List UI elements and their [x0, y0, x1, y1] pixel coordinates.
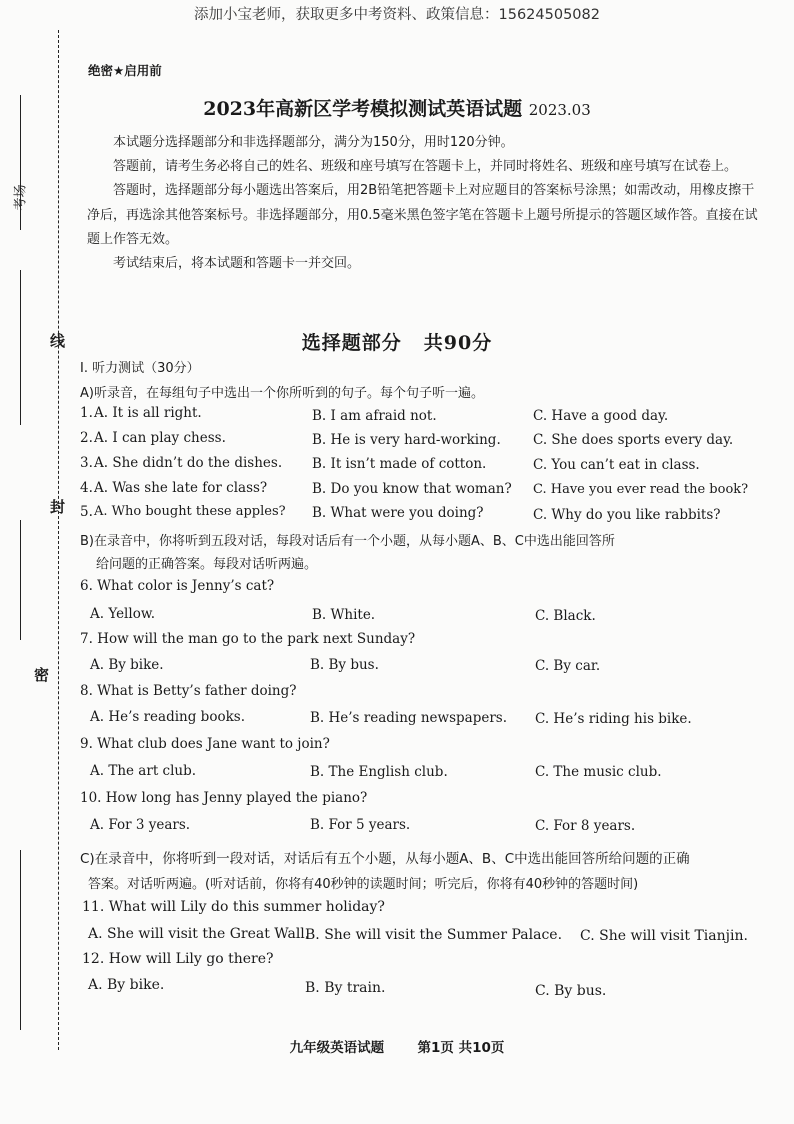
exam-title [0, 94, 794, 121]
question-text: 6. What color is Jenny’s cat? [80, 578, 275, 594]
margin-char-feng: 封 [50, 498, 66, 516]
option-a: A. By bike. [90, 657, 164, 673]
promo-header: 添加小宝老师，获取更多中考资料、政策信息：15624505082 [194, 7, 600, 23]
option-a: A. The art club. [90, 763, 197, 779]
section-score: 共90分 [423, 332, 493, 354]
option-b: B. The English club. [310, 764, 448, 780]
section-title [0, 328, 794, 355]
option-a: A. He’s reading books. [90, 709, 245, 725]
option-b: B. It isn’t made of cotton. [312, 456, 487, 472]
part-b-instructions-line1: B)在录音中，你将听到五段对话，每段对话后有一个小题，从每小题A、B、C中选出能回答所 [80, 534, 615, 549]
option-a: A. By bike. [88, 977, 165, 993]
instructions [87, 131, 759, 276]
option-a: A. Who bought these apples? [94, 504, 286, 519]
margin-label-kaochang: 考场 [13, 184, 29, 211]
part-c-instructions-line1: C)在录音中，你将听到一段对话，对话后有五个小题，从每小题A、B、C中选出能回答所给问题的正确 [80, 851, 690, 867]
option-c: C. By car. [535, 658, 601, 674]
option-c: C. Why do you like rabbits? [533, 507, 721, 523]
option-a: A. She didn’t do the dishes. [94, 455, 283, 471]
option-b: B. What were you doing? [312, 505, 484, 521]
option-c: C. Black. [535, 608, 596, 624]
option-a: A. Was she late for class? [94, 480, 268, 496]
option-a: A. For 3 years. [90, 817, 191, 833]
page-footer [0, 1036, 794, 1056]
instruction-paragraph: 考试结束后，将本试题和答题卡一并交回。 [113, 256, 361, 272]
option-b: B. I am afraid not. [312, 408, 437, 424]
exam-date: 2023.03 [528, 101, 591, 119]
option-b: B. By bus. [310, 657, 379, 673]
question-text: 8. What is Betty’s father doing? [80, 683, 297, 699]
instruction-paragraph: 本试题分选择题部分和非选择题部分，满分为150分，用时120分钟。 [113, 135, 514, 150]
option-a: A. I can play chess. [94, 430, 226, 446]
option-c: C. He’s riding his bike. [535, 711, 692, 727]
option-b: B. Do you know that woman? [312, 481, 512, 497]
option-c: C. By bus. [535, 983, 607, 999]
question-number: 5. [80, 504, 93, 520]
margin-char-xian: 线 [50, 332, 66, 350]
footer-page-number: 第1页 共10页 [417, 1040, 505, 1056]
option-a: A. She will visit the Great Wall. [88, 926, 310, 942]
question-text: 12. How will Lily go there? [82, 951, 274, 967]
question-text: 10. How long has Jenny played the piano? [80, 790, 368, 806]
question-number: 4. [80, 480, 93, 496]
instruction-paragraph: 答题前，请考生务必将自己的姓名、班级和座号填写在答题卡上，并同时将姓名、班级和座号填写在试卷上。 [113, 159, 738, 175]
option-c: C. She will visit Tianjin. [580, 928, 748, 944]
question-number: 1. [80, 405, 93, 421]
margin-char-mi: 密 [34, 666, 50, 684]
option-c: C. You can’t eat in class. [533, 457, 700, 473]
question-text: 9. What club does Jane want to join? [80, 736, 330, 752]
option-c: C. Have a good day. [533, 408, 669, 424]
part-title: I. 听力测试（30分） [80, 361, 200, 376]
margin-line-bottom [20, 850, 21, 1030]
option-c: C. Have you ever read the book? [533, 482, 749, 497]
exam-title-text: 2023年高新区学考模拟测试英语试题 [203, 98, 523, 120]
option-a: A. Yellow. [90, 606, 156, 622]
option-c: C. She does sports every day. [533, 432, 734, 448]
option-c: C. For 8 years. [535, 818, 636, 834]
option-b: B. She will visit the Summer Palace. [305, 927, 563, 943]
margin-line-low [20, 520, 21, 640]
secret-label: 绝密★启用前 [88, 63, 162, 78]
question-text: 7. How will the man go to the park next Sunday? [80, 631, 416, 647]
option-a: A. It is all right. [94, 405, 202, 421]
option-b: B. White. [312, 607, 376, 623]
option-b: B. He’s reading newspapers. [310, 710, 508, 726]
section-name: 选择题部分 [301, 332, 402, 354]
instruction-paragraph: 答题时，选择题部分每小题选出答案后，用2B铅笔把答题卡上对应题目的答案标号涂黑；如需改动，用橡皮擦干净后，再选涂其他答案标号。非选择题部分，用0.5毫米黑色签字笔在答题卡上题号所提示的答题区域作答。直接在试题上作答无效。 [87, 183, 758, 247]
question-number: 3. [80, 455, 93, 471]
option-b: B. For 5 years. [310, 817, 411, 833]
option-b: B. He is very hard-working. [312, 432, 501, 448]
footer-subject: 九年级英语试题 [289, 1040, 385, 1056]
part-b-instructions-line2: 给问题的正确答案。每段对话听两遍。 [96, 557, 318, 572]
part-a-instructions: A)听录音，在每组句子中选出一个你所听到的句子。每个句子听一遍。 [80, 386, 484, 401]
question-number: 2. [80, 430, 93, 446]
option-b: B. By train. [305, 980, 386, 996]
option-c: C. The music club. [535, 764, 662, 780]
seal-line-dashed [58, 30, 59, 1050]
question-text: 11. What will Lily do this summer holiday? [82, 899, 385, 915]
part-c-instructions-line2: 答案。对话听两遍。(听对话前，你将有40秒钟的读题时间；听完后，你将有40秒钟的答题时间) [88, 877, 639, 892]
